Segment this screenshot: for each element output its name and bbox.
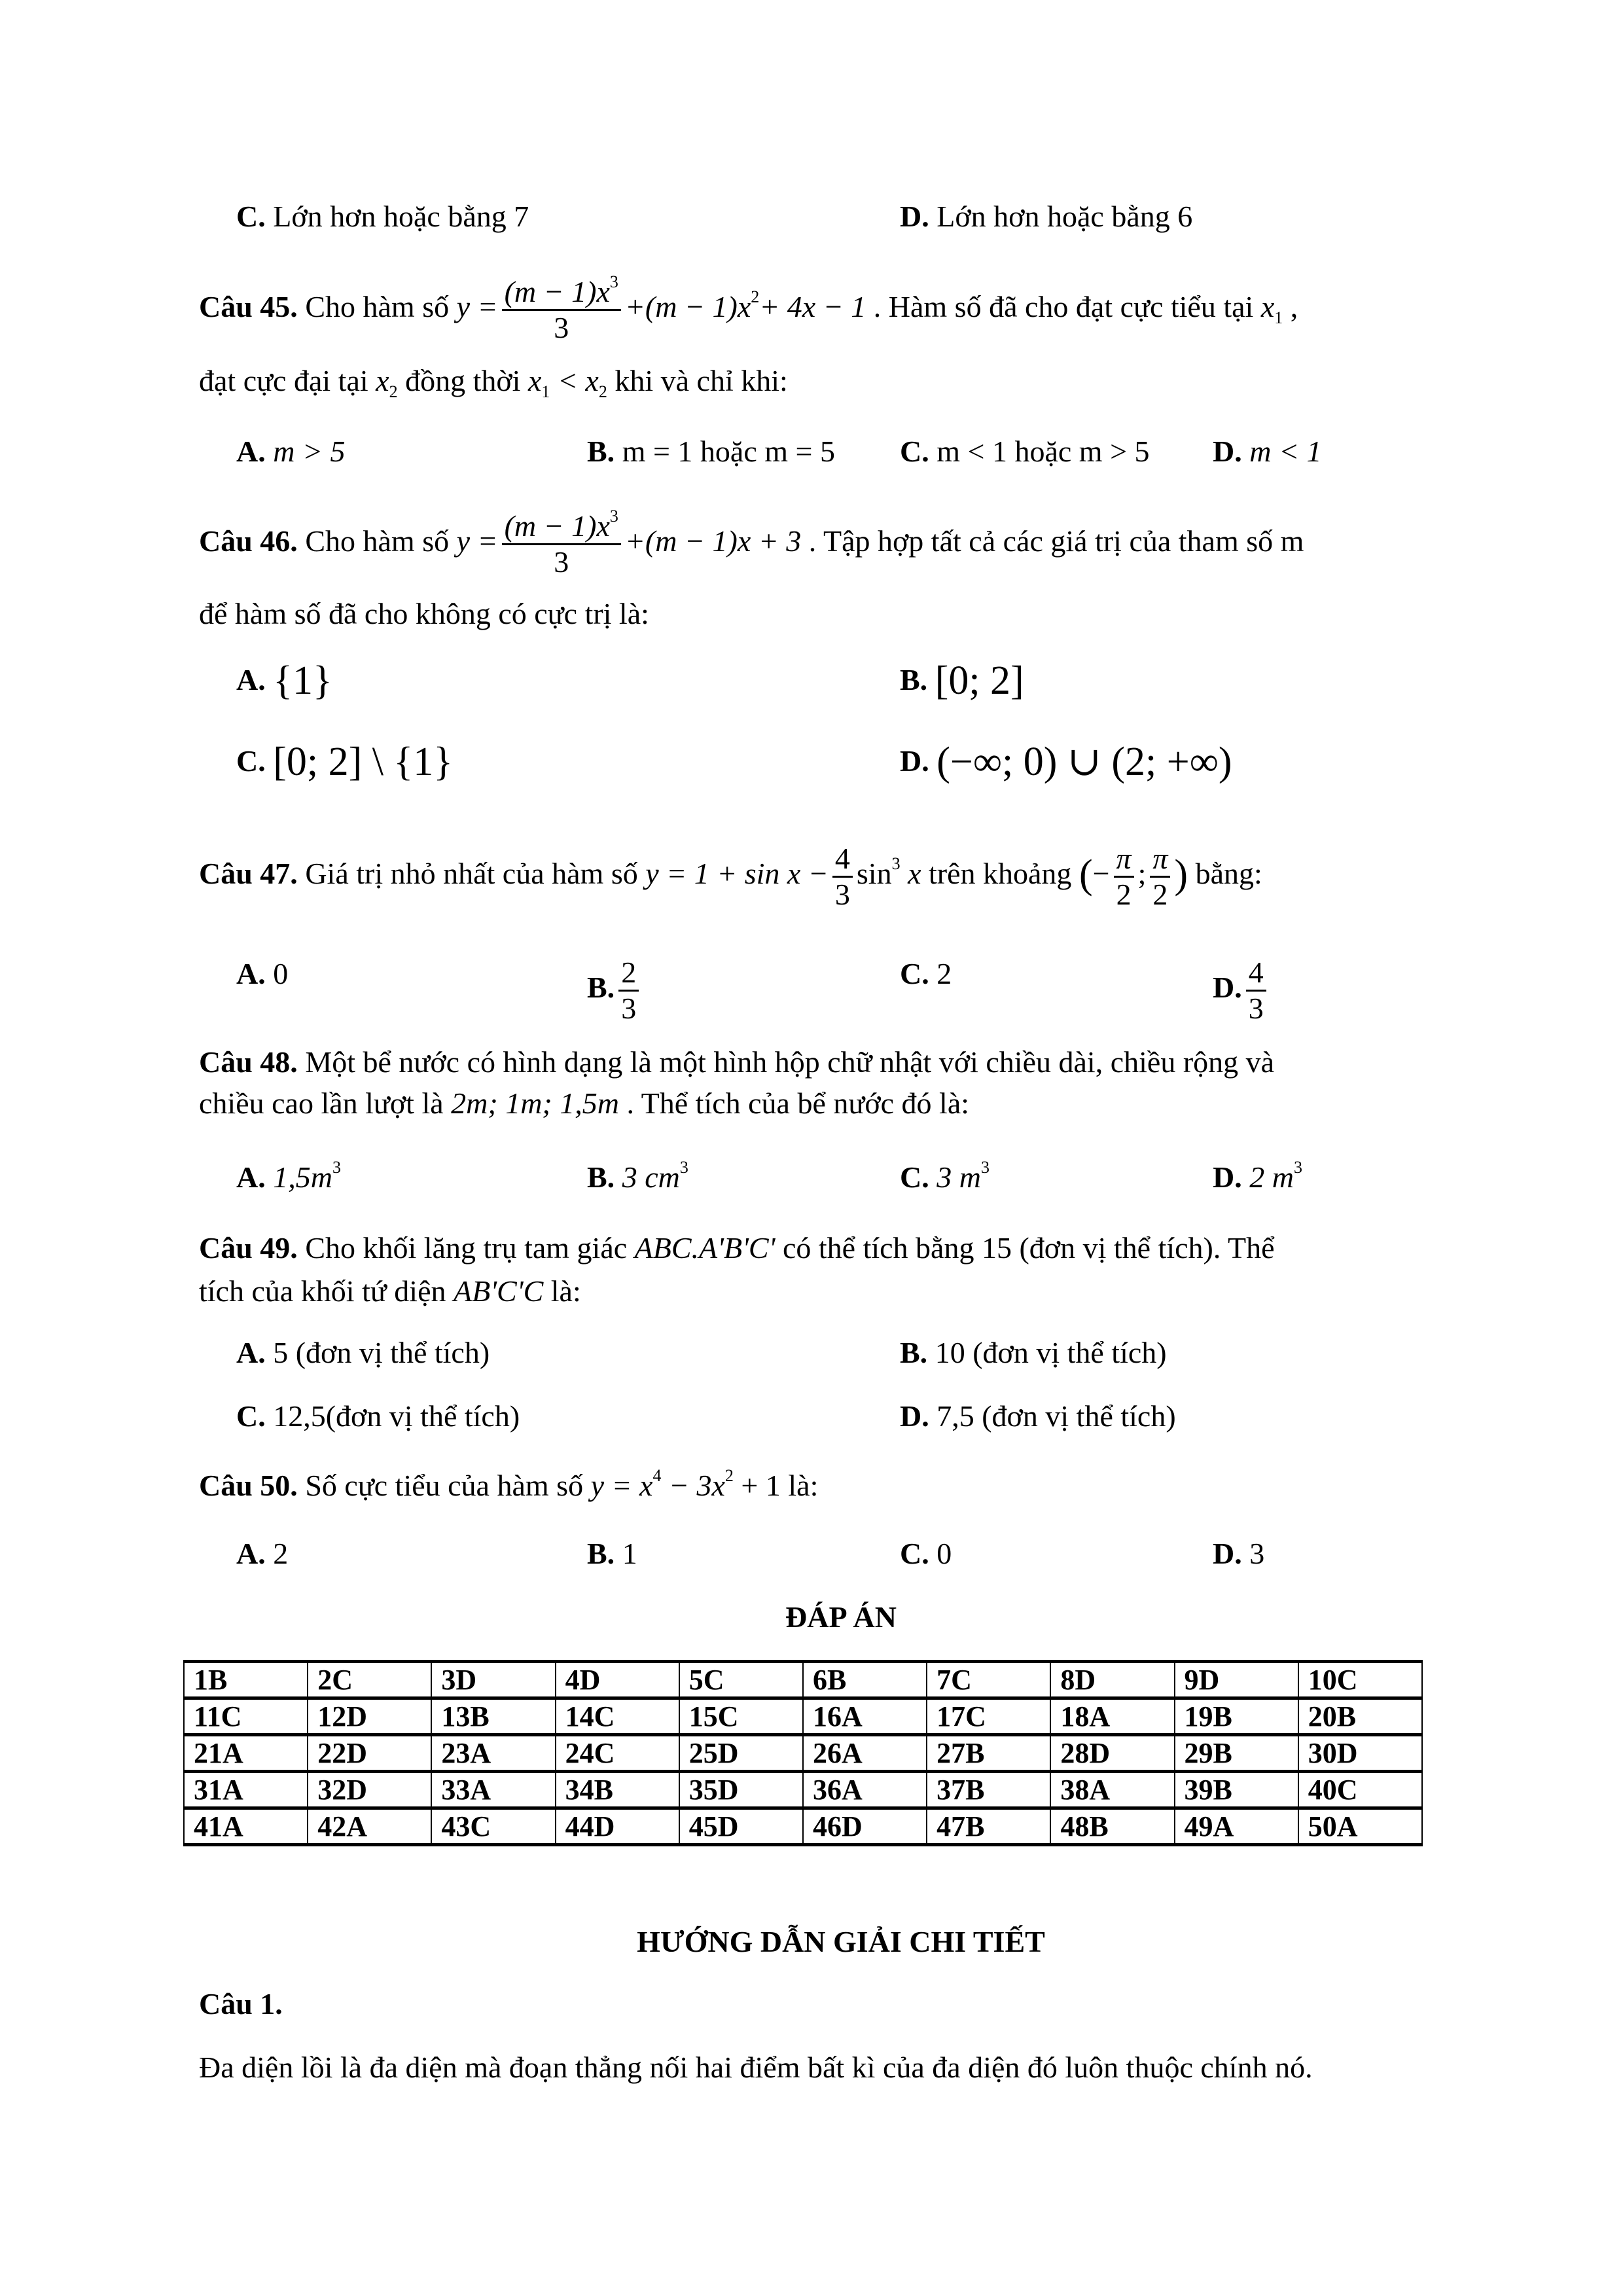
answer-cell: 27B bbox=[927, 1735, 1050, 1772]
answer-cell: 39B bbox=[1175, 1772, 1298, 1808]
q49-option-c: C. 12,5(đơn vị thể tích) bbox=[236, 1399, 520, 1433]
answer-cell: 47B bbox=[927, 1808, 1050, 1845]
answer-cell: 41A bbox=[184, 1808, 308, 1845]
answer-cell: 30D bbox=[1298, 1735, 1422, 1772]
q50-option-d: D. 3 bbox=[1213, 1537, 1265, 1570]
answer-cell: 7C bbox=[927, 1662, 1050, 1698]
answers-title: ĐÁP ÁN bbox=[785, 1600, 897, 1634]
answer-cell: 9D bbox=[1175, 1662, 1298, 1698]
q50-option-b: B. 1 bbox=[587, 1537, 637, 1570]
answer-cell: 45D bbox=[679, 1808, 803, 1845]
answer-cell: 13B bbox=[431, 1698, 555, 1735]
answer-cell: 1B bbox=[184, 1662, 308, 1698]
answer-cell: 18A bbox=[1050, 1698, 1174, 1735]
answer-cell: 2C bbox=[308, 1662, 431, 1698]
answer-cell: 43C bbox=[431, 1808, 555, 1845]
answer-cell: 49A bbox=[1175, 1808, 1298, 1845]
q49-option-d: D. 7,5 (đơn vị thể tích) bbox=[900, 1399, 1176, 1433]
q45-option-b: B. m = 1 hoặc m = 5 bbox=[587, 435, 835, 468]
answer-cell: 16A bbox=[803, 1698, 927, 1735]
solution-1-label: Câu 1. bbox=[199, 1987, 283, 2020]
answer-row bbox=[184, 1662, 1422, 1698]
answer-cell: 33A bbox=[431, 1772, 555, 1808]
answer-cell: 12D bbox=[308, 1698, 431, 1735]
q49-stem: Câu 49. Cho khối lăng trụ tam giác ABC.A'B'C' có thể tích bằng 15 (đơn vị thể tích). Thể bbox=[199, 1231, 1275, 1265]
answer-cell: 28D bbox=[1050, 1735, 1174, 1772]
q45-option-d: D. m < 1 bbox=[1213, 435, 1322, 468]
answer-cell: 3D bbox=[431, 1662, 555, 1698]
answer-cell: 15C bbox=[679, 1698, 803, 1735]
answer-cell: 31A bbox=[184, 1772, 308, 1808]
answer-cell: 19B bbox=[1175, 1698, 1298, 1735]
solution-1-text: Đa diện lồi là đa diện mà đoạn thẳng nối hai điểm bất kì của đa diện đó luôn thuộc chính nó. bbox=[199, 2051, 1313, 2084]
fraction: $\frac{(m - 1)x^3}{3}$ bbox=[502, 509, 621, 579]
q46-option-a: A. {1} bbox=[236, 658, 332, 703]
q46-option-c: C. [0; 2] \ {1} bbox=[236, 740, 453, 784]
answer-cell: 46D bbox=[803, 1808, 927, 1845]
answer-cell: 17C bbox=[927, 1698, 1050, 1735]
q44-option-c: C. Lớn hơn hoặc bằng 7 bbox=[236, 200, 529, 233]
q46-stem: Câu 46. Cho hàm số y = $\frac{(m - 1)x^3}{3}$ +(m − 1)x + 3 . Tập hợp tất cả các giá trị của tham số m bbox=[199, 507, 1304, 579]
q49-stem-line2: tích của khối tứ diện AB'C'C là: bbox=[199, 1274, 581, 1308]
q47-option-c: C. 2 bbox=[900, 957, 952, 990]
answer-cell: 44D bbox=[556, 1808, 679, 1845]
q48-stem-line2: chiều cao lần lượt là 2m; 1m; 1,5m . Thể tích của bể nước đó là: bbox=[199, 1086, 970, 1120]
answer-cell: 8D bbox=[1050, 1662, 1174, 1698]
q46-option-d: D. (−∞; 0) ∪ (2; +∞) bbox=[900, 740, 1232, 784]
answer-cell: 32D bbox=[308, 1772, 431, 1808]
answer-cell: 37B bbox=[927, 1772, 1050, 1808]
answer-cell: 4D bbox=[556, 1662, 679, 1698]
answer-cell: 24C bbox=[556, 1735, 679, 1772]
q48-option-c: C. 3 $m^3$ bbox=[900, 1158, 990, 1194]
answer-cell: 23A bbox=[431, 1735, 555, 1772]
q50-stem: Câu 50. Số cực tiểu của hàm số $y = x^4 - 3x^2 + 1$ là: bbox=[199, 1466, 819, 1502]
q45-stem: Câu 45. Cho hàm số y = $\frac{(m - 1)x^3}{3}$ $+(m - 1)x^2+ 4x - 1$ . Hàm số đã cho đạt cực tiểu tại $x_1$ , bbox=[199, 272, 1298, 344]
answer-row bbox=[184, 1772, 1422, 1808]
q47-option-b: B. $\frac{2}{3}$ bbox=[587, 956, 643, 1026]
q49-option-a: A. 5 (đơn vị thể tích) bbox=[236, 1336, 490, 1369]
fraction: $\frac{(m - 1)x^3}{3}$ bbox=[502, 275, 621, 345]
answer-cell: 35D bbox=[679, 1772, 803, 1808]
answer-cell: 34B bbox=[556, 1772, 679, 1808]
q46-option-b: B. [0; 2] bbox=[900, 658, 1024, 703]
q47-stem: Câu 47. Giá trị nhỏ nhất của hàm số y = 1 + sin x − $\frac{4}{3}$ $\sin^3 x$ trên khoảng (− $\frac{\pi}{2}$ ; $\frac{\pi}{2}$ ) bằng: bbox=[199, 842, 1262, 911]
q45-option-c: C. m < 1 hoặc m > 5 bbox=[900, 435, 1150, 468]
answer-cell: 40C bbox=[1298, 1772, 1422, 1808]
answer-cell: 20B bbox=[1298, 1698, 1422, 1735]
q47-option-d: D. $\frac{4}{3}$ bbox=[1213, 956, 1270, 1026]
answer-cell: 48B bbox=[1050, 1808, 1174, 1845]
q50-option-c: C. 0 bbox=[900, 1537, 952, 1570]
answer-cell: 11C bbox=[184, 1698, 308, 1735]
answer-cell: 25D bbox=[679, 1735, 803, 1772]
answer-cell: 10C bbox=[1298, 1662, 1422, 1698]
answer-cell: 36A bbox=[803, 1772, 927, 1808]
answer-cell: 50A bbox=[1298, 1808, 1422, 1845]
q44-option-d: D. Lớn hơn hoặc bằng 6 bbox=[900, 200, 1193, 233]
solution-title: HƯỚNG DẪN GIẢI CHI TIẾT bbox=[637, 1925, 1045, 1958]
q46-stem-line2: để hàm số đã cho không có cực trị là: bbox=[199, 597, 649, 630]
answer-cell: 14C bbox=[556, 1698, 679, 1735]
answer-cell: 38A bbox=[1050, 1772, 1174, 1808]
q47-option-a: A. 0 bbox=[236, 957, 289, 990]
answer-cell: 5C bbox=[679, 1662, 803, 1698]
q48-option-b: B. 3 $cm^3$ bbox=[587, 1158, 688, 1194]
q48-option-d: D. 2 $m^3$ bbox=[1213, 1158, 1302, 1194]
q45-stem-line2: đạt cực đại tại $x_2$ đồng thời $x_1 < x_2$ khi và chỉ khi: bbox=[199, 364, 788, 401]
q48-option-a: A. $1,5m^3$ bbox=[236, 1158, 341, 1194]
answer-row bbox=[184, 1808, 1422, 1845]
q49-option-b: B. 10 (đơn vị thể tích) bbox=[900, 1336, 1167, 1369]
q45-option-a: A. m > 5 bbox=[236, 435, 346, 468]
answer-cell: 21A bbox=[184, 1735, 308, 1772]
answer-cell: 22D bbox=[308, 1735, 431, 1772]
answer-row bbox=[184, 1698, 1422, 1735]
answer-row bbox=[184, 1735, 1422, 1772]
answer-cell: 42A bbox=[308, 1808, 431, 1845]
answer-cell: 6B bbox=[803, 1662, 927, 1698]
q50-option-a: A. 2 bbox=[236, 1537, 289, 1570]
answer-cell: 29B bbox=[1175, 1735, 1298, 1772]
q48-stem: Câu 48. Một bể nước có hình dạng là một hình hộp chữ nhật với chiều dài, chiều rộng và bbox=[199, 1045, 1275, 1079]
answer-table bbox=[183, 1660, 1423, 1846]
answer-cell: 26A bbox=[803, 1735, 927, 1772]
